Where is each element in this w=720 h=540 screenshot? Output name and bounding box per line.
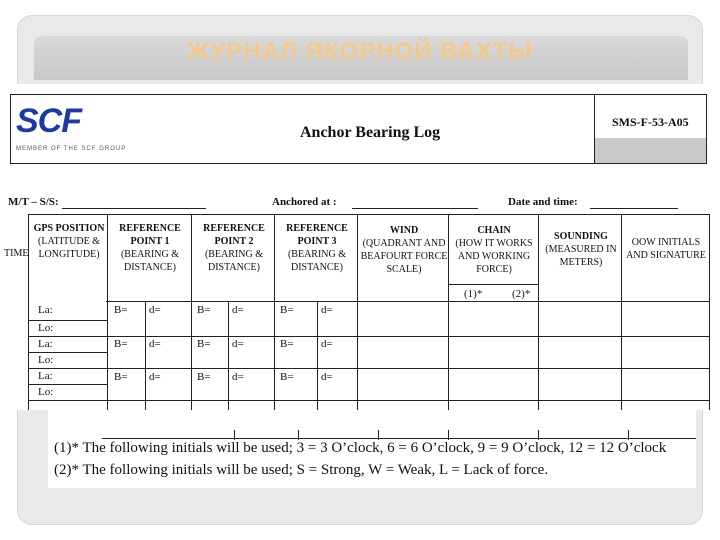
cell-b: B=: [280, 304, 294, 316]
datetime-label: Date and time:: [508, 196, 578, 208]
col-sounding: SOUNDING (MEASURED IN METERS): [545, 231, 617, 268]
doc-title: Anchor Bearing Log: [300, 124, 441, 141]
vline-8: [709, 214, 710, 410]
cell-b: B=: [114, 338, 128, 350]
slide-title: ЖУРНАЛ ЯКОРНОЙ ВАХТЫ: [187, 38, 533, 65]
vline-0: [28, 214, 29, 410]
cell-d: d=: [149, 338, 161, 350]
cell-lo: Lo:: [38, 322, 54, 334]
cell-la: La:: [38, 370, 53, 382]
scf-logo: SCF: [16, 102, 81, 140]
cell-b: B=: [197, 304, 211, 316]
cell-b: B=: [197, 371, 211, 383]
col-gps: GPS POSITION (LATITUDE & LONGITUDE): [33, 223, 105, 260]
vline-1: [107, 214, 108, 410]
cell-d: d=: [149, 304, 161, 316]
row-line-6: [28, 400, 710, 401]
vline-ref2-split: [228, 301, 229, 410]
note-1: (1)* The following initials will be used; 3 = 3 O’clock, 6 = 6 O’clock, 9 = 9 O’clock, 12 = 12 O’clock: [54, 440, 667, 456]
cell-d: d=: [321, 338, 333, 350]
anchored-label: Anchored at :: [272, 196, 337, 208]
notes-tick: [628, 430, 629, 440]
row-line-4: [28, 368, 710, 369]
ship-label: M/T – S/S:: [8, 196, 59, 208]
cell-d: d=: [149, 371, 161, 383]
col-oow: OOW INITIALS AND SIGNATURE: [626, 237, 706, 261]
cell-b: B=: [114, 371, 128, 383]
cell-lo: Lo:: [38, 386, 54, 398]
notes-tick: [234, 430, 235, 440]
row-line-1: [28, 320, 108, 321]
vline-4: [357, 214, 358, 410]
ship-underline: [62, 208, 206, 209]
header-border-right: [706, 94, 707, 164]
row-line-5: [28, 384, 108, 385]
vline-2: [191, 214, 192, 410]
col-ref2: REFERENCE POINT 2 (BEARING & DISTANCE): [203, 223, 265, 273]
vline-3: [274, 214, 275, 410]
notes-top-line: [102, 438, 696, 439]
vline-5: [448, 214, 449, 410]
header-border-left: [10, 94, 11, 164]
cell-d: d=: [321, 304, 333, 316]
document-scan: [0, 84, 720, 410]
notes-tick: [298, 430, 299, 440]
doc-code: SMS-F-53-A05: [612, 115, 689, 129]
vline-ref3-split: [317, 301, 318, 410]
member-text: MEMBER OF THE SCF GROUP: [16, 146, 127, 152]
vline-6: [538, 214, 539, 410]
anchored-underline: [352, 208, 478, 209]
cell-d: d=: [232, 371, 244, 383]
col-chain: CHAIN (HOW IT WORKS AND WORKING FORCE): [455, 225, 533, 275]
cell-la: La:: [38, 304, 53, 316]
header-gray-cell: [595, 138, 706, 163]
notes-tick: [448, 430, 449, 440]
note-2: (2)* The following initials will be used; S = Strong, W = Weak, L = Lack of force.: [54, 462, 549, 478]
cell-d: d=: [232, 304, 244, 316]
col-ref1: REFERENCE POINT 1 (BEARING & DISTANCE): [119, 223, 181, 273]
cell-b: B=: [197, 338, 211, 350]
header-border-bottom: [10, 163, 707, 164]
header-border-top: [10, 94, 707, 95]
col-time: TIME: [4, 248, 29, 259]
table-head-bottom: [106, 301, 710, 302]
vline-7: [621, 214, 622, 410]
cell-b: B=: [280, 371, 294, 383]
chain-marker-line: [449, 284, 538, 285]
cell-la: La:: [38, 338, 53, 350]
chain-marker-1: (1)*: [464, 288, 483, 300]
cell-d: d=: [321, 371, 333, 383]
row-line-3: [28, 352, 108, 353]
cell-d: d=: [232, 338, 244, 350]
col-ref3: REFERENCE POINT 3 (BEARING & DISTANCE): [286, 223, 348, 273]
notes-tick: [538, 430, 539, 440]
cell-b: B=: [280, 338, 294, 350]
col-wind: WIND (QUADRANT AND BEAFOURT FORCE SCALE): [360, 225, 448, 275]
row-line-2: [28, 336, 710, 337]
cell-b: B=: [114, 304, 128, 316]
cell-lo: Lo:: [38, 354, 54, 366]
vline-ref1-split: [145, 301, 146, 410]
notes-tick: [378, 430, 379, 440]
datetime-underline: [590, 208, 678, 209]
chain-marker-2: (2)*: [512, 288, 531, 300]
notes-panel: [48, 410, 696, 488]
table-top: [28, 214, 710, 215]
